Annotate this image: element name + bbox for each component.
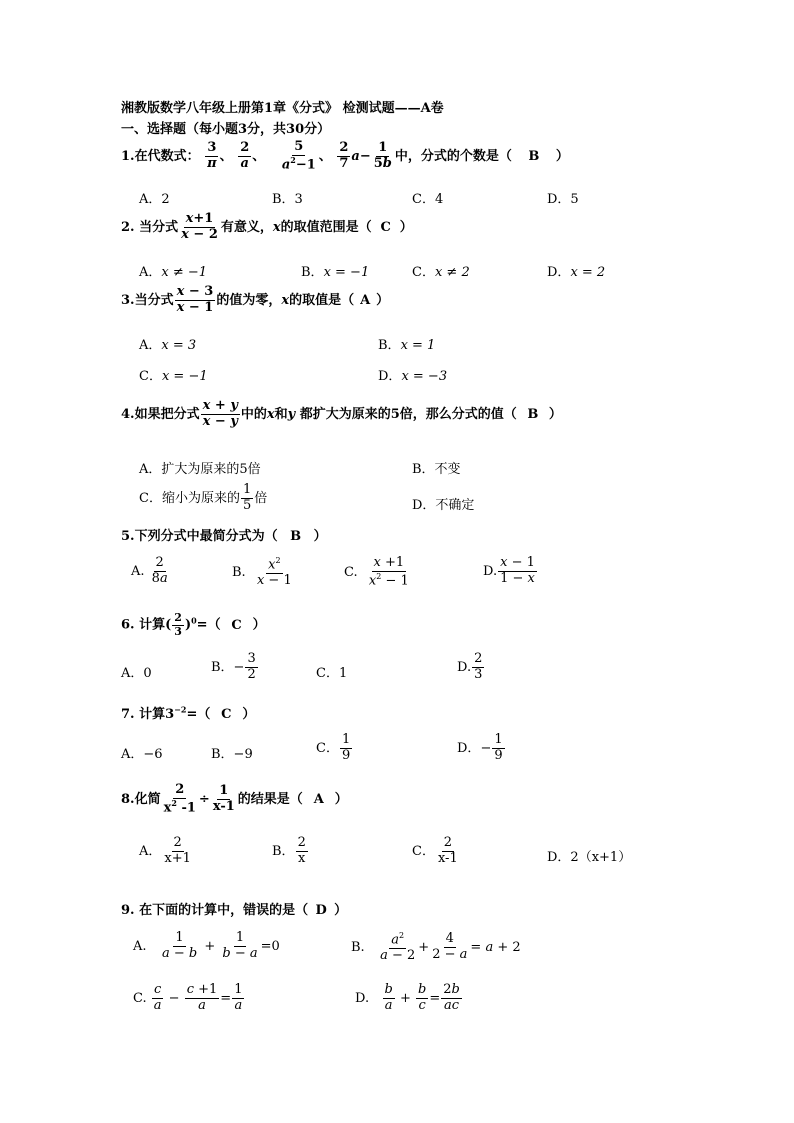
page-title: 湘教版数学八年级上册第1章《分式》 检测试题——A卷 xyxy=(121,101,444,116)
paren: ） xyxy=(252,617,266,633)
question-8: 8.化简 $\frac{2}{x^2 -1}$ ÷ $\frac{1}{x-1}$ 的结果是（ A ） xyxy=(121,782,348,816)
option-b: B．x = 1 xyxy=(378,338,436,353)
paren: ） xyxy=(334,903,348,918)
answer-label: A xyxy=(313,792,324,808)
question-text: 的取值是（ xyxy=(289,292,355,308)
option-d: D. $\frac{x - 1}{1 - x}$ xyxy=(483,555,535,586)
option-a: A．0 xyxy=(121,666,152,681)
question-text: 中的 xyxy=(240,406,267,422)
question-4: 4.如果把分式 $\frac{x + y}{x - y}$ 中的x和y 都扩大为原来的5倍，那么分式的值（ B ） xyxy=(121,398,562,429)
answer-label: C xyxy=(221,707,232,722)
option-c: C. $\frac{c}{a}$ − $\frac{c +1}{a}$ = $\frac{1}{a}$ xyxy=(133,982,243,1013)
paren: ） xyxy=(334,792,348,808)
question-number: 1. xyxy=(121,149,135,165)
question-text: 下列分式中最简分式为（ xyxy=(134,529,278,544)
separator: 、 xyxy=(252,149,266,165)
option-c: C．1 xyxy=(316,666,348,681)
fraction: $\frac{5}{a^2-1}$ xyxy=(281,139,316,173)
question-text: 的值为零， xyxy=(216,292,282,308)
answer-label: A xyxy=(360,292,371,308)
option-a: A．2 xyxy=(139,192,170,207)
question-number: 6. xyxy=(121,617,135,633)
question-text: 计算 xyxy=(139,617,166,633)
option-a: A. $\frac{1}{a - b}$ + $\frac{1}{b - a}$ =0 xyxy=(133,930,280,961)
option-d: D．5 xyxy=(547,192,579,207)
paren: ） xyxy=(548,406,562,422)
option-d: D．不确定 xyxy=(412,498,475,513)
option-a: A．x = 3 xyxy=(139,338,197,353)
question-text: 和 xyxy=(274,406,288,422)
paren: ） xyxy=(399,219,413,235)
option-c: C．x = −1 xyxy=(139,369,208,384)
question-text: 计算 xyxy=(139,707,166,722)
question-2 xyxy=(121,212,413,243)
question-text: 有意义， xyxy=(220,219,273,235)
option-d: D．− $\frac{1}{9}$ xyxy=(457,732,503,763)
option-d: D．2（x+1） xyxy=(547,850,632,865)
paren: ） xyxy=(313,529,327,544)
separator: 、 xyxy=(318,149,332,165)
fraction: $\frac{2}{a}$ xyxy=(240,140,250,172)
option-c: C． $\frac{1}{9}$ xyxy=(316,732,351,763)
question-text: 的结果是（ xyxy=(237,792,303,808)
option-a: A．扩大为原来的5倍 xyxy=(139,462,261,477)
option-b: B．3 xyxy=(272,192,303,207)
option-b: B．− $\frac{3}{2}$ xyxy=(211,651,256,682)
answer-label: B xyxy=(290,529,302,544)
option-b: B．不变 xyxy=(412,462,461,477)
paren: ） xyxy=(555,149,569,165)
answer-label: D xyxy=(315,903,327,918)
option-a: A. $\frac{2}{8a}$ xyxy=(131,555,168,586)
question-3 xyxy=(121,285,389,316)
answer-label: C xyxy=(380,219,391,235)
fraction: $\frac{1}{5b}$ xyxy=(373,140,392,172)
question-text: =（ xyxy=(186,707,211,722)
question-text: 都扩大为原来的5倍，那么分式的值（ xyxy=(299,406,517,422)
question-text: 的取值范围是（ xyxy=(280,219,372,235)
fraction: $\frac{x + y}{x - y}$ xyxy=(202,398,238,429)
fraction: $\frac{2}{7}$ xyxy=(339,140,349,172)
option-b: B. $\frac{a^2}{a - 2}$ + $\frac{4}{2 - a}$ = a + 2 xyxy=(351,931,521,964)
variable: x xyxy=(272,219,281,235)
question-number: 2. xyxy=(121,219,135,235)
answer-label: C xyxy=(231,617,242,633)
separator: 、 xyxy=(219,149,233,165)
question-text: 当分式 xyxy=(139,219,179,235)
paren: ） xyxy=(376,292,390,308)
option-c: C．x ≠ 2 xyxy=(412,265,470,280)
option-d: D．x = 2 xyxy=(547,265,606,280)
question-number: 4. xyxy=(121,406,135,422)
question-text: 中，分式的个数是（ xyxy=(394,149,512,165)
option-c: C．缩小为原来的 $\frac{1}{5}$ 倍 xyxy=(139,482,268,513)
option-d: D. $\frac{2}{3}$ xyxy=(457,651,483,682)
section-heading: 一、选择题（每小题3分，共30分） xyxy=(121,122,331,137)
question-number: 8. xyxy=(121,792,135,808)
option-a: A．−6 xyxy=(121,747,163,762)
question-number: 9. xyxy=(121,903,135,918)
option-b: B．−9 xyxy=(211,747,253,762)
fraction: $\frac{3}{\pi}$ xyxy=(207,140,217,172)
question-text: 如果把分式 xyxy=(134,406,200,422)
question-9 xyxy=(121,899,347,918)
question-7: 7. 计算$3^{-2}=$（ C ） xyxy=(121,704,256,722)
question-text: 在代数式： xyxy=(134,149,200,165)
question-number: 7. xyxy=(121,707,135,722)
option-a: A． $\frac{2}{x+1}$ xyxy=(139,835,191,866)
question-number: 3. xyxy=(121,292,135,308)
question-text: 当分式 xyxy=(134,292,174,308)
answer-label: B xyxy=(528,149,540,165)
question-text: 在下面的计算中，错误的是（ xyxy=(139,903,309,918)
paren: ） xyxy=(242,707,256,722)
option-b: B． $\frac{2}{x}$ xyxy=(272,835,306,866)
option-b: B. $\frac{x^2}{x - 1}$ xyxy=(232,556,292,589)
question-5 xyxy=(121,525,327,544)
option-a: A．x ≠ −1 xyxy=(139,265,208,280)
answer-label: B xyxy=(527,406,539,422)
option-b: B．x = −1 xyxy=(301,265,370,280)
option-c: C． $\frac{2}{x-1}$ xyxy=(412,835,458,866)
question-1: 1.在代数式： $\frac{3}{\pi}$ 、 $\frac{2}{a}$ 、 $\frac{5}{a^2-1}$ 、 $\frac{2}{7}$ a− $\frac{1}{5b}$ 中，分式的个数是（ B ） xyxy=(121,139,569,173)
question-text: =（ xyxy=(196,617,221,633)
question-number: 5. xyxy=(121,529,135,544)
variable: x xyxy=(281,292,290,308)
option-c: C. $\frac{x +1}{x^2 - 1}$ xyxy=(344,555,409,589)
fraction: $\frac{x - 3}{x - 1}$ xyxy=(176,284,214,315)
fraction: $\frac{x+1}{x - 2}$ xyxy=(181,211,218,242)
option-d: D. $\frac{b}{a}$ + $\frac{b}{c}$ = $\frac{2b}{ac}$ xyxy=(355,982,460,1013)
question-text: 化简 xyxy=(134,792,161,808)
option-d: D．x = −3 xyxy=(378,369,448,384)
option-c: C．4 xyxy=(412,192,444,207)
question-6: 6. 计算( $\frac{2}{3}$ )$^0$=（ C ） xyxy=(121,611,266,638)
